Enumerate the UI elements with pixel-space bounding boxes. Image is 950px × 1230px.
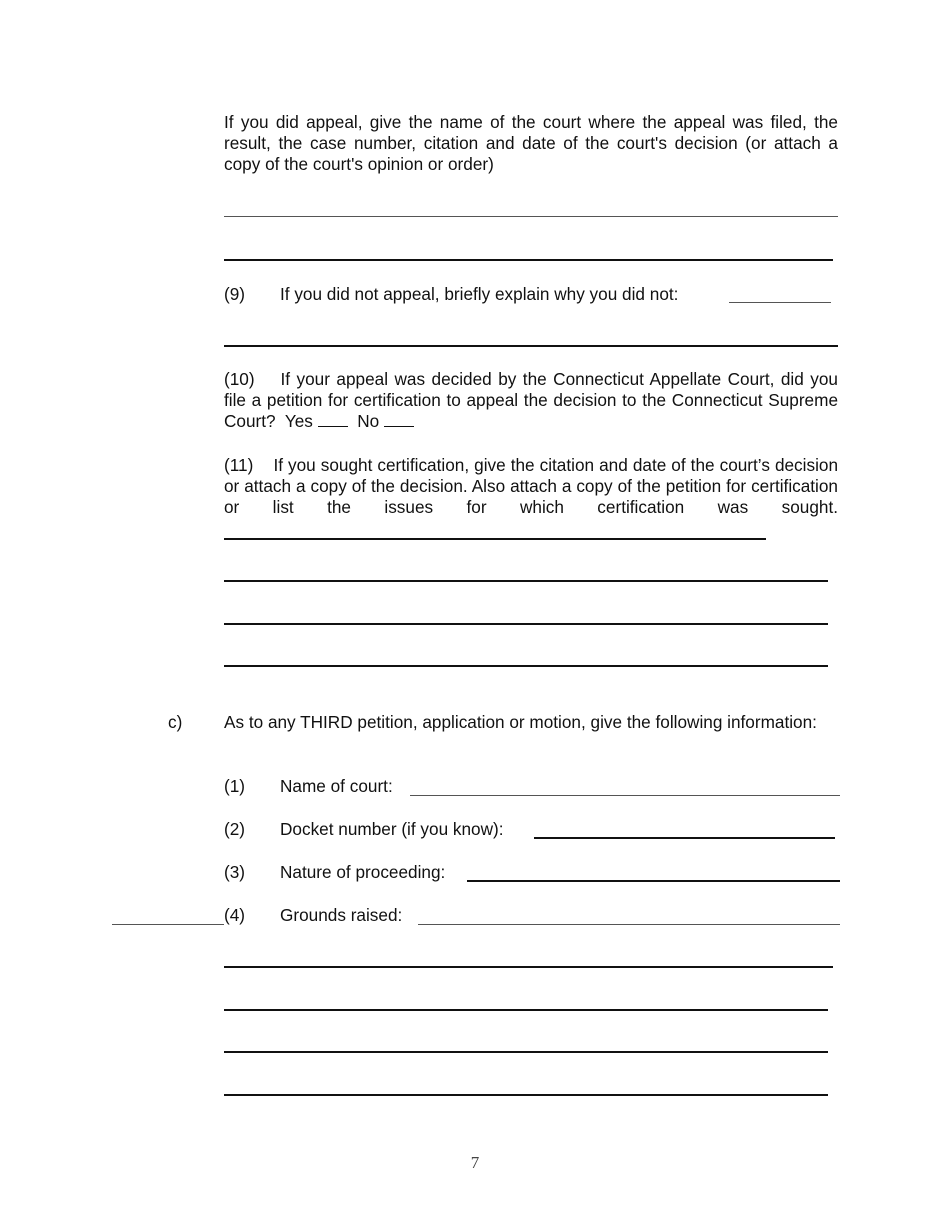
question-11-number: (11) xyxy=(224,455,254,475)
question-11 xyxy=(224,455,838,518)
question-9-number: (9) xyxy=(224,284,246,304)
question-10-number: (10) xyxy=(224,369,255,389)
answer-line[interactable] xyxy=(224,1051,828,1053)
nature-of-proceeding-label: Nature of proceeding: xyxy=(280,862,446,882)
item-1-number: (1) xyxy=(224,776,246,796)
answer-line[interactable] xyxy=(224,580,828,582)
nature-of-proceeding-field[interactable] xyxy=(467,880,840,882)
name-of-court-field[interactable] xyxy=(410,795,840,796)
yes-answer-blank[interactable] xyxy=(318,412,348,427)
name-of-court-label: Name of court: xyxy=(280,776,393,796)
question-11-text: If you sought certification, give the citation and date of the court’s decision or attach a copy of the decision. Also attach a copy of the petition for certification or list the issues for which certification was sought. xyxy=(224,455,838,517)
question-9-answer-line[interactable] xyxy=(729,302,831,303)
item-2-number: (2) xyxy=(224,819,246,839)
yes-label: Yes xyxy=(284,411,313,431)
page-number: 7 xyxy=(470,1153,480,1172)
answer-line[interactable] xyxy=(224,1009,828,1011)
answer-line[interactable] xyxy=(224,345,838,347)
grounds-raised-field[interactable] xyxy=(418,924,840,925)
docket-number-label: Docket number (if you know): xyxy=(280,819,504,839)
appeal-instructions: If you did appeal, give the name of the court where the appeal was filed, the result, the case number, citation and date of the court's decision (or attach a copy of the court's opinion or order) xyxy=(224,112,838,174)
no-answer-blank[interactable] xyxy=(384,412,414,427)
no-label: No xyxy=(357,411,380,431)
question-9-text: If you did not appeal, briefly explain why you did not: xyxy=(280,284,679,304)
answer-line[interactable] xyxy=(224,966,833,968)
answer-line[interactable] xyxy=(224,538,766,540)
item-4-number: (4) xyxy=(224,905,246,925)
section-c-text: As to any THIRD petition, application or motion, give the following information: xyxy=(224,712,817,732)
answer-line[interactable] xyxy=(224,623,828,625)
answer-line[interactable] xyxy=(224,216,838,217)
question-10-text: If your appeal was decided by the Connecticut Appellate Court, did you file a petition for certification to appeal the decision to the Connecticut Supreme Court? xyxy=(224,369,838,431)
docket-number-field[interactable] xyxy=(534,837,835,839)
section-c-letter: c) xyxy=(168,712,183,732)
grounds-raised-label: Grounds raised: xyxy=(280,905,403,925)
answer-line[interactable] xyxy=(224,1094,828,1096)
item-3-number: (3) xyxy=(224,862,246,882)
question-10 xyxy=(224,369,838,432)
answer-line[interactable] xyxy=(224,259,833,261)
answer-line[interactable] xyxy=(224,665,828,667)
margin-line xyxy=(112,924,224,925)
